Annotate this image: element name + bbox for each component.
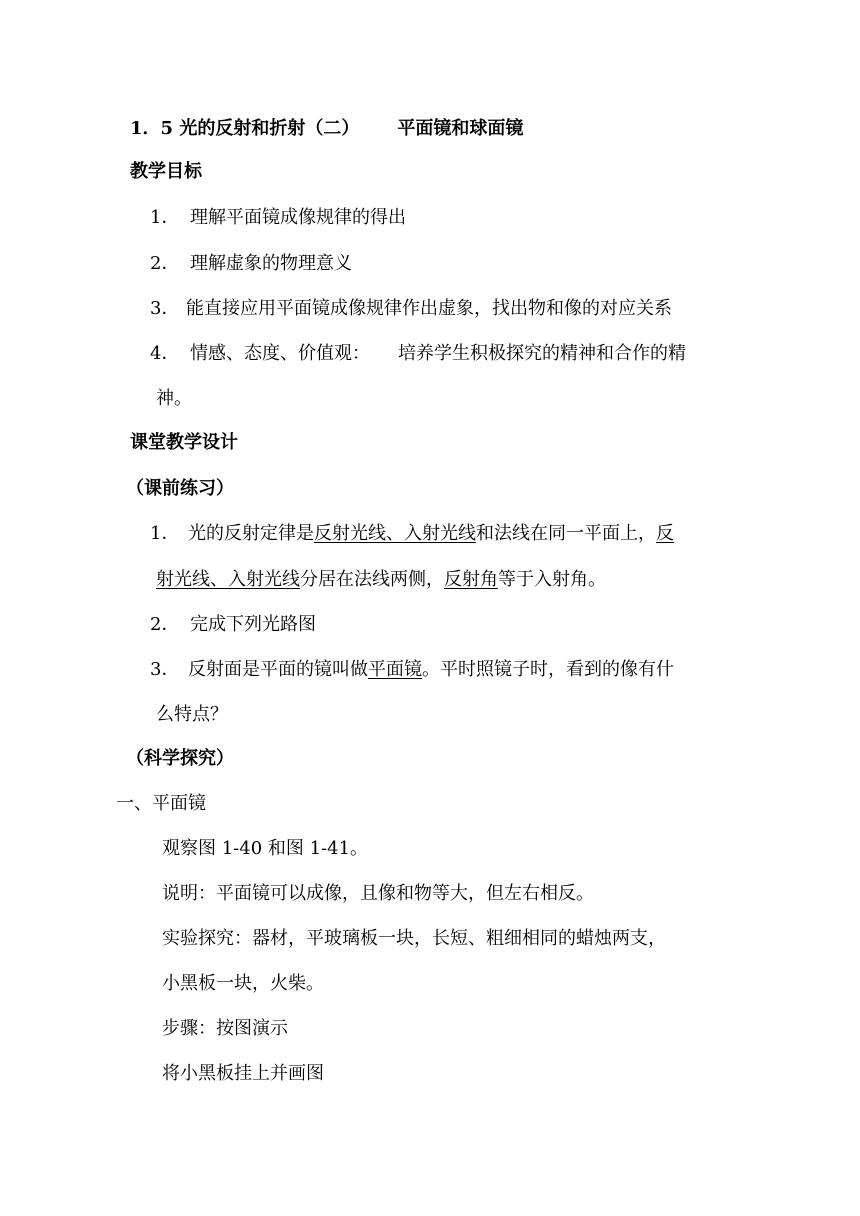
explore-line-6: 将小黑板挂上并画图 <box>162 1063 324 1084</box>
exercise-number: 1． <box>150 523 180 544</box>
answer-blank: 反 <box>656 523 674 544</box>
goal-text-label: 情感、态度、价值观： <box>190 343 370 364</box>
exercise-text: 完成下列光路图 <box>190 614 316 635</box>
goal-item-4 <box>150 342 686 366</box>
answer-blank: 反射角 <box>444 569 498 590</box>
explore-line-4: 小黑板一块，火柴。 <box>162 973 324 994</box>
subsection-heading-explore: （科学探究） <box>126 748 234 769</box>
explore-line-5: 步骤：按图演示 <box>162 1018 288 1039</box>
exercise-text: 和法线在同一平面上， <box>476 523 656 544</box>
goal-item-1 <box>150 206 406 230</box>
goal-text: 理解虚象的物理意义 <box>190 253 352 274</box>
exercise-item-1-continuation <box>156 568 606 592</box>
goal-text: 理解平面镜成像规律的得出 <box>190 207 406 228</box>
section-title-plane-mirror: 一、平面镜 <box>116 793 206 814</box>
exercise-item-3-continuation: 么特点？ <box>156 704 228 725</box>
goal-item-4-continuation: 神。 <box>156 388 192 409</box>
exercise-item-1 <box>150 522 674 546</box>
goal-number: 4． <box>150 343 180 364</box>
document-title <box>130 117 523 141</box>
explore-line-1: 观察图 1-40 和图 1-41。 <box>162 838 369 859</box>
exercise-text: 。平时照镜子时，看到的像有什 <box>422 659 674 680</box>
goal-item-2 <box>150 252 352 276</box>
explore-line-2: 说明：平面镜可以成像，且像和物等大，但左右相反。 <box>162 883 594 904</box>
section-heading-goals: 教学目标 <box>130 161 202 182</box>
exercise-text: 光的反射定律是 <box>188 523 314 544</box>
title-topic: 平面镜和球面镜 <box>397 118 524 139</box>
goal-text: 能直接应用平面镜成像规律作出虚象，找出物和像的对应关系 <box>186 298 672 319</box>
explore-line-3: 实验探究：器材，平玻璃板一块，长短、粗细相同的蜡烛两支， <box>162 928 666 949</box>
exercise-text: 分居在法线两侧， <box>300 569 444 590</box>
goal-number: 1． <box>150 207 180 228</box>
subsection-heading-pre-exercise: （课前练习） <box>126 478 234 499</box>
exercise-text: 反射面是平面的镜叫做 <box>188 659 368 680</box>
section-heading-design: 课堂教学设计 <box>130 432 238 453</box>
exercise-number: 2． <box>150 614 180 635</box>
exercise-item-3 <box>150 658 674 682</box>
exercise-text: 等于入射角。 <box>498 569 606 590</box>
goal-item-3 <box>150 297 672 321</box>
title-lesson-number: 1．5 光的反射和折射（二） <box>130 118 360 139</box>
exercise-number: 3． <box>150 659 180 680</box>
answer-blank: 射光线、入射光线 <box>156 569 300 590</box>
goal-number: 3． <box>150 298 180 319</box>
answer-blank: 平面镜 <box>368 659 422 680</box>
answer-blank: 反射光线、入射光线 <box>314 523 476 544</box>
goal-text-body: 培养学生积极探究的精神和合作的精 <box>398 343 686 364</box>
goal-number: 2． <box>150 253 180 274</box>
exercise-item-2 <box>150 613 316 637</box>
